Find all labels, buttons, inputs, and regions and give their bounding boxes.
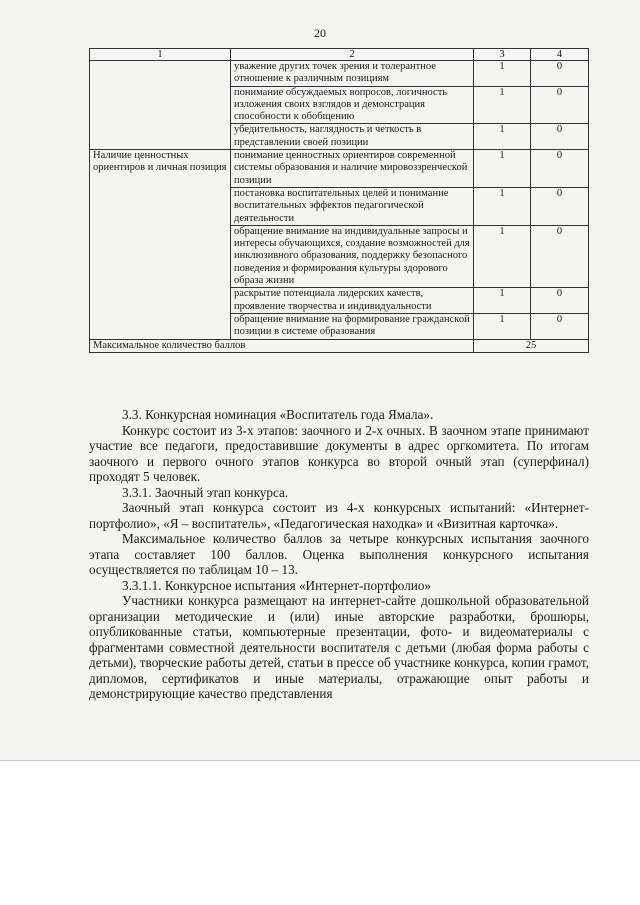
body-text [89,407,589,702]
max-score-cell: 1 [474,288,531,314]
min-score-cell: 0 [531,187,589,225]
header-cell-4: 4 [531,49,589,61]
table-header-row [90,49,589,61]
criterion-cell: постановка воспитательных целей и понимание воспитательных эффектов педагогической деятельности [231,187,474,225]
min-score-cell: 0 [531,61,589,87]
criterion-cell: обращение внимание на индивидуальные запросы и интересы обучающихся, создание возможностей для инклюзивного образования, поддержку безопасного поведения и формирования культуры здорового образа жизни [231,225,474,287]
section-heading-3-3-1: 3.3.1. Заочный этап конкурса. [122,484,289,500]
max-score-cell: 1 [474,313,531,339]
header-cell-2: 2 [231,49,474,61]
paragraph-max-score: Максимальное количество баллов за четыре конкурсных испытания заочного этапа составляет 100 баллов. Оценка выполнения конкурсного испытания осуществляется по таблицам 10 – 13. [89,531,589,577]
table-total-row [90,339,589,352]
section-heading-3-3: 3.3. Конкурсная номинация «Воспитатель года Ямала». [122,407,434,422]
paragraph-tests: Заочный этап конкурса состоит из 4-х конкурсных испытаний: «Интернет-портфолио», «Я – воспитатель», «Педагогическая находка» и «Визитная карточка». [89,500,589,531]
max-score-cell: 1 [474,225,531,287]
criterion-cell: раскрытие потенциала лидерских качеств, проявление творчества и индивидуальности [231,288,474,314]
criterion-cell: уважение других точек зрения и толерантное отношение к различным позициям [231,61,474,87]
max-score-cell: 1 [474,124,531,150]
min-score-cell: 0 [531,86,589,124]
table-row [90,150,589,188]
criterion-cell: понимание обсуждаемых вопросов, логичность изложения своих взглядов и демонстрация способности к обобщению [231,86,474,124]
criterion-cell: убедительность, наглядность и четкость в представлении своей позиции [231,124,474,150]
total-value: 25 [474,339,589,352]
max-score-cell: 1 [474,86,531,124]
header-cell-3: 3 [474,49,531,61]
max-score-cell: 1 [474,150,531,188]
max-score-cell: 1 [474,187,531,225]
min-score-cell: 0 [531,288,589,314]
criterion-cell: обращение внимание на формирование гражданской позиции в системе образования [231,313,474,339]
section-heading-3-3-1-1: 3.3.1.1. Конкурсное испытания «Интернет-портфолио» [122,577,432,593]
min-score-cell: 0 [531,313,589,339]
criteria-table [89,48,589,353]
min-score-cell: 0 [531,225,589,287]
criterion-cell: понимание ценностных ориентиров современной системы образования и наличие мировоззренческой позиции [231,150,474,188]
paragraph-stages: Конкурс состоит из 3-х этапов: заочного и 2-х очных. В заочном этапе принимают участие все педагоги, предоставившие документы в адрес оргкомитета. По итогам заочного и первого очного этапов конкурса во второй очный этап (суперфинал) проходят 5 человек. [89,422,589,484]
min-score-cell: 0 [531,124,589,150]
max-score-cell: 1 [474,61,531,87]
paragraph-portfolio: Участники конкурса размещают на интернет-сайте дошкольной образовательной организации методические и (или) иные авторские разработки, брошюры, опубликованные статьи, компьютерные презентации, фото- и видеоматериалы с фрагментами совместной деятельности воспитателя с детьми (любая форма работы с детьми), творческие работы детей, статьи в прессе об участнике конкурса, копии грамот, дипломов, сертификатов и иные материалы, отражающие опыт работы и демонстрирующие качество представления [89,593,589,701]
header-cell-1: 1 [90,49,231,61]
category-cell [90,61,231,150]
category-cell: Наличие ценностных ориентиров и личная позиция [90,150,231,339]
table-row [90,61,589,87]
total-label: Максимальное количество баллов [90,339,474,352]
min-score-cell: 0 [531,150,589,188]
page-number: 20 [314,26,326,40]
